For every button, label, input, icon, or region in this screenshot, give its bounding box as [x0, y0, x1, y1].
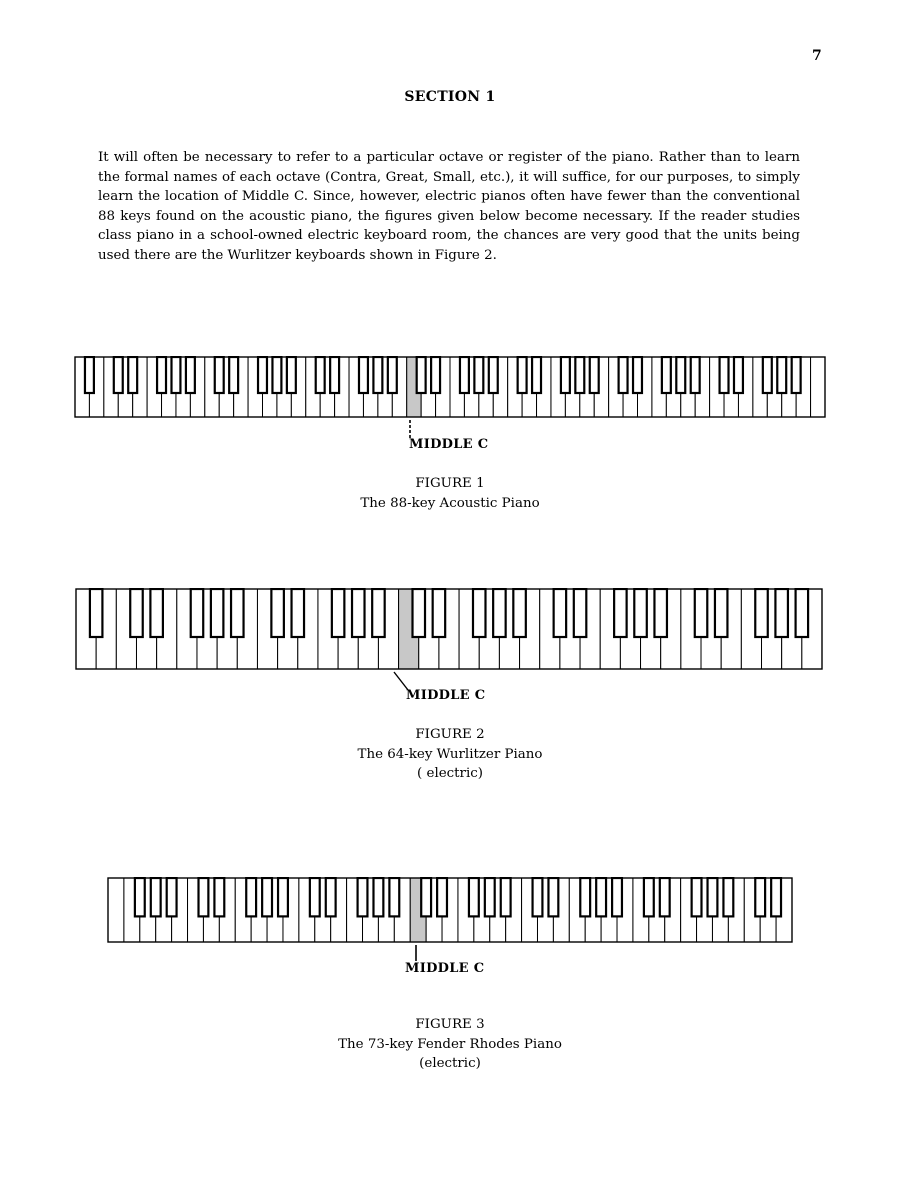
black-key: [708, 878, 718, 916]
page-number: 7: [812, 48, 822, 64]
white-key: [108, 878, 124, 942]
black-key: [561, 357, 570, 393]
black-key: [130, 589, 143, 637]
black-key: [513, 589, 526, 637]
black-key: [771, 878, 781, 916]
black-key: [135, 878, 145, 916]
black-key: [720, 357, 729, 393]
figure-3-caption: [0, 1015, 900, 1074]
black-key: [167, 878, 177, 916]
black-key: [723, 878, 733, 916]
black-key: [763, 357, 772, 393]
black-key: [332, 589, 345, 637]
black-key: [619, 357, 628, 393]
black-key: [695, 589, 708, 637]
middle-c-label: MIDDLE C: [406, 688, 486, 703]
white-key: [811, 357, 825, 417]
black-key: [580, 878, 590, 916]
black-key: [532, 357, 541, 393]
figure-subtitle: (electric): [419, 1056, 481, 1071]
black-key: [150, 589, 163, 637]
black-key: [437, 878, 447, 916]
black-key: [229, 357, 238, 393]
black-key: [310, 878, 320, 916]
black-key: [215, 357, 224, 393]
black-key: [421, 878, 431, 916]
black-key: [796, 589, 809, 637]
black-key: [460, 357, 469, 393]
figure-title: The 73-key Fender Rhodes Piano: [338, 1036, 562, 1052]
black-key: [372, 589, 385, 637]
black-key: [214, 878, 224, 916]
black-key: [171, 357, 180, 393]
black-key: [352, 589, 365, 637]
intro-paragraph: It will often be necessary to refer to a particular octave or register of the piano. Rather than to learn the formal names of each octave (Contra, Great, Small, etc.), it will suffice, for our purposes, to simply learn the location of Middle C. Since, however, electric pianos often have fewer than the conventional 88 keys found on the acoustic piano, the figures given below become necessary. If the reader studies class piano in a school-owned electric keyboard room, the chances are very good that the units being used there are the Wurlitzer keyboards shown in Figure 2.: [98, 150, 800, 263]
black-key: [489, 357, 498, 393]
black-key: [358, 878, 368, 916]
black-key: [755, 878, 765, 916]
black-key: [485, 878, 495, 916]
black-key: [575, 357, 584, 393]
middle-c-pointer: [411, 943, 421, 963]
black-key: [654, 589, 667, 637]
black-key: [734, 357, 743, 393]
black-key: [633, 357, 642, 393]
black-key: [417, 357, 426, 393]
black-key: [90, 589, 103, 637]
middle-c-label: MIDDLE C: [405, 961, 485, 976]
figure-label: FIGURE 2: [415, 727, 485, 742]
keyboard-73-key: [107, 877, 793, 943]
black-key: [316, 357, 325, 393]
black-key: [474, 357, 483, 393]
black-key: [715, 589, 728, 637]
black-key: [518, 357, 527, 393]
black-key: [373, 357, 382, 393]
keyboard-88-key: [74, 356, 826, 418]
black-key: [473, 589, 486, 637]
figure-2-caption: [0, 725, 900, 784]
black-key: [258, 357, 267, 393]
figure-subtitle: ( electric): [417, 766, 483, 781]
black-key: [114, 357, 123, 393]
black-key: [231, 589, 244, 637]
black-key: [596, 878, 606, 916]
black-key: [501, 878, 511, 916]
black-key: [413, 589, 426, 637]
middle-c-label: MIDDLE C: [409, 437, 489, 452]
figure-label: FIGURE 1: [415, 476, 485, 491]
black-key: [493, 589, 506, 637]
black-key: [211, 589, 224, 637]
black-key: [128, 357, 137, 393]
black-key: [292, 589, 305, 637]
keyboard-64-key: [75, 588, 823, 670]
black-key: [755, 589, 768, 637]
black-key: [157, 357, 166, 393]
black-key: [554, 589, 567, 637]
black-key: [287, 357, 296, 393]
black-key: [634, 589, 647, 637]
black-key: [359, 357, 368, 393]
black-key: [469, 878, 479, 916]
black-key: [692, 878, 702, 916]
black-key: [433, 589, 446, 637]
black-key: [85, 357, 94, 393]
black-key: [199, 878, 209, 916]
black-key: [278, 878, 288, 916]
black-key: [574, 589, 587, 637]
black-key: [644, 878, 654, 916]
black-key: [612, 878, 622, 916]
black-key: [691, 357, 700, 393]
figure-title: The 64-key Wurlitzer Piano: [357, 746, 543, 762]
black-key: [676, 357, 685, 393]
black-key: [590, 357, 599, 393]
black-key: [388, 357, 397, 393]
black-key: [373, 878, 383, 916]
black-key: [614, 589, 627, 637]
black-key: [151, 878, 161, 916]
figure-1-caption: [0, 474, 900, 513]
black-key: [330, 357, 339, 393]
figure-label: FIGURE 3: [415, 1017, 485, 1032]
black-key: [431, 357, 440, 393]
black-key: [662, 357, 671, 393]
black-key: [246, 878, 256, 916]
black-key: [326, 878, 336, 916]
black-key: [271, 589, 284, 637]
black-key: [548, 878, 558, 916]
black-key: [777, 357, 786, 393]
black-key: [262, 878, 272, 916]
black-key: [660, 878, 670, 916]
section-title: SECTION 1: [404, 89, 496, 105]
figure-title: The 88-key Acoustic Piano: [360, 495, 540, 511]
black-key: [533, 878, 543, 916]
black-key: [792, 357, 801, 393]
black-key: [186, 357, 195, 393]
black-key: [775, 589, 788, 637]
black-key: [389, 878, 399, 916]
black-key: [191, 589, 204, 637]
black-key: [272, 357, 281, 393]
